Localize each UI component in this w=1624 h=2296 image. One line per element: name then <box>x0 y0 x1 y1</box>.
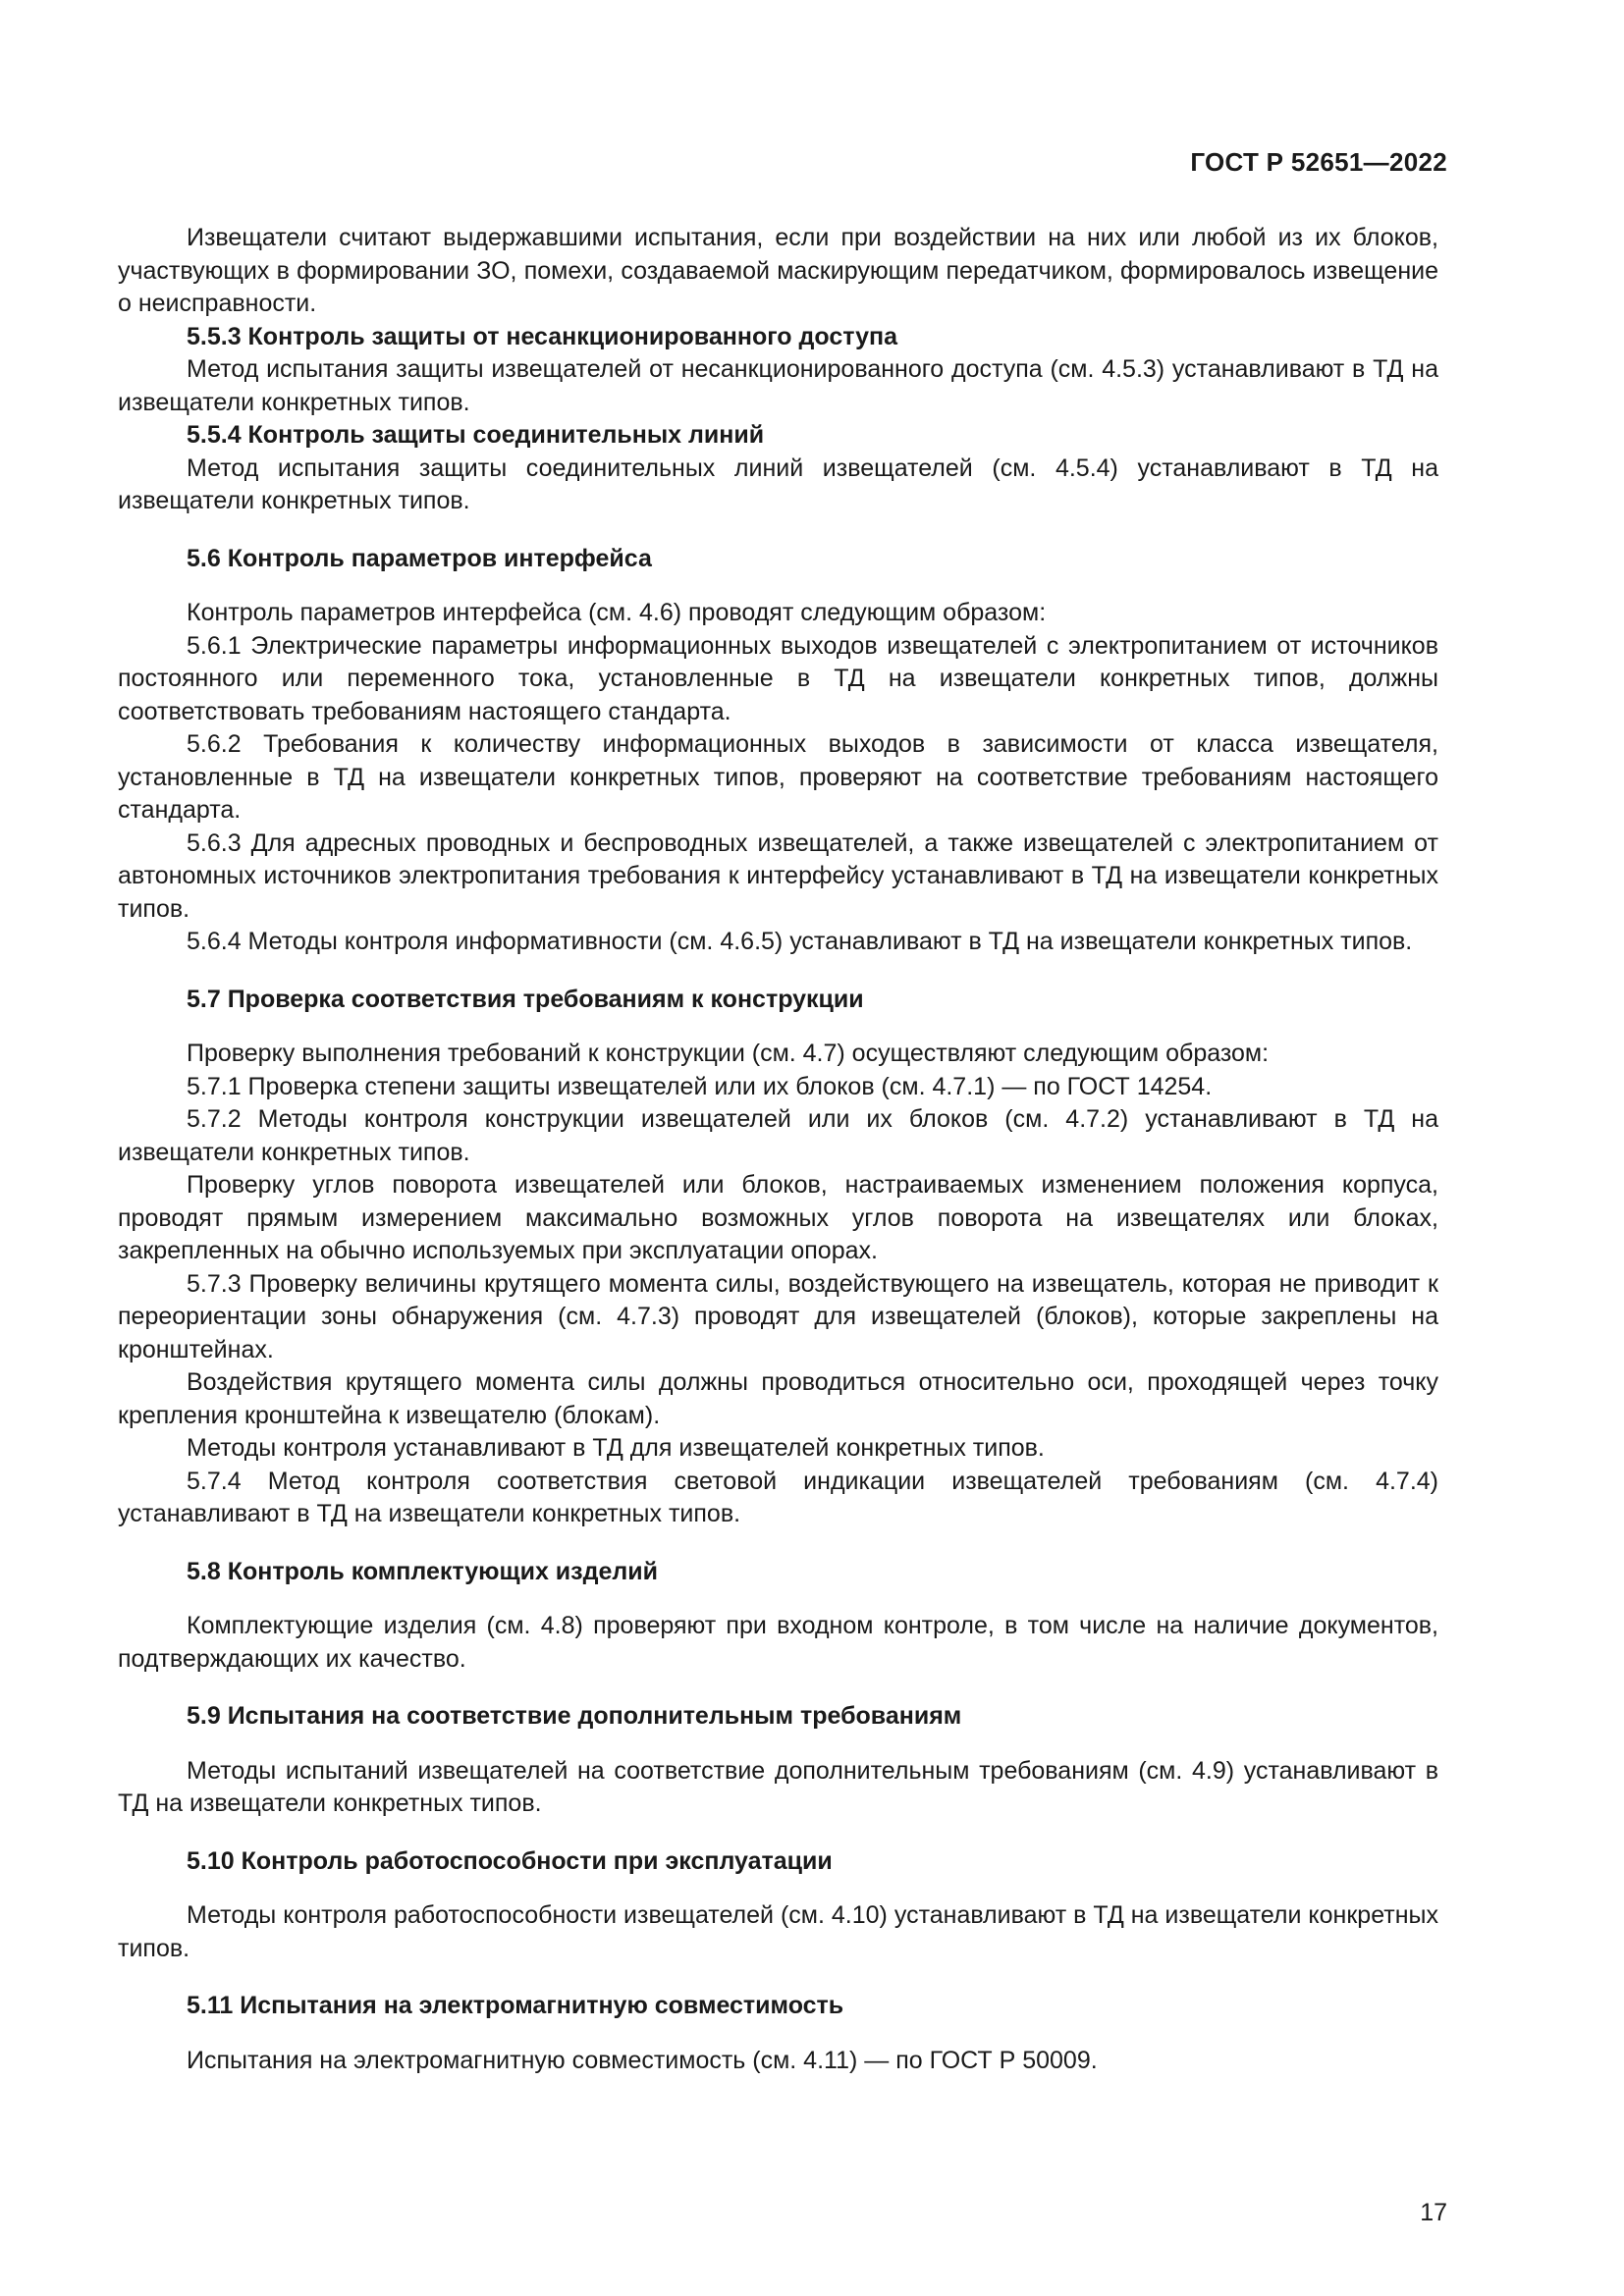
paragraph-5-10: Методы контроля работоспособности извещателей (см. 4.10) устанавливают в ТД на извещатели конкретных типов. <box>118 1901 1438 1962</box>
paragraph-5-6-3: 5.6.3 Для адресных проводных и беспроводных извещателей, а также извещателей с электропитанием от автономных источников электропитания требования к интерфейсу устанавливают в ТД на извещатели конкретных типов. <box>118 828 1438 923</box>
paragraph-5-7-3: 5.7.3 Проверку величины крутящего момента силы, воздействующего на извещатель, которая не приводит к переориентации зоны обнаружения (см. 4.7.3) проводят для извещателей (блоков), которые закреплены на кронштейнах. <box>118 1269 1438 1363</box>
paragraph-5-7-2-rotation: Проверку углов поворота извещателей или блоков, настраиваемых изменением положения корпуса, проводят прямым измерением максимально возможных углов поворота на извещателях или блоках, закрепленных на обычно используемых при эксплуатации опорах. <box>118 1171 1438 1264</box>
document-id-header: ГОСТ Р 52651—2022 <box>1190 147 1447 177</box>
page-number: 17 <box>1420 2199 1447 2226</box>
heading-5-5-4: 5.5.4 Контроль защиты соединительных линий <box>187 421 765 449</box>
heading-5-7: 5.7 Проверка соответствия требованиям к конструкции <box>187 985 864 1013</box>
paragraph-5-6-2: 5.6.2 Требования к количеству информационных выходов в зависимости от класса извещателя, установленные в ТД на извещатели конкретных типов, проверяют на соответствие требованиям настоящего стандарта. <box>118 730 1438 824</box>
paragraph-5-5-3: Метод испытания защиты извещателей от несанкционированного доступа (см. 4.5.3) устанавливают в ТД на извещатели конкретных типов. <box>118 355 1438 416</box>
paragraph-5-7: Проверку выполнения требований к конструкции (см. 4.7) осуществляют следующим образом: <box>187 1040 1270 1067</box>
heading-5-10: 5.10 Контроль работоспособности при эксплуатации <box>187 1846 833 1875</box>
paragraph-5-7-4: 5.7.4 Метод контроля соответствия световой индикации извещателей требованиям (см. 4.7.4) устанавливают в ТД на извещатели конкретных типов. <box>118 1467 1438 1527</box>
heading-5-5-3: 5.5.3 Контроль защиты от несанкционированного доступа <box>187 322 897 350</box>
heading-5-9: 5.9 Испытания на соответствие дополнительным требованиям <box>187 1702 962 1730</box>
heading-5-6: 5.6 Контроль параметров интерфейса <box>187 544 652 572</box>
paragraph-test-result: Извещатели считают выдержавшими испытания, если при воздействии на них или любой из их блоков, участвующих в формировании ЗО, помехи, создаваемой маскирующим передатчиком, формировалось извещение о неисправности. <box>118 224 1438 317</box>
paragraph-5-9: Методы испытаний извещателей на соответствие дополнительным требованиям (см. 4.9) устанавливают в ТД на извещатели конкретных типов. <box>118 1756 1438 1817</box>
paragraph-5-5-4: Метод испытания защиты соединительных линий извещателей (см. 4.5.4) устанавливают в ТД на извещатели конкретных типов. <box>118 454 1438 514</box>
paragraph-5-8: Комплектующие изделия (см. 4.8) проверяют при входном контроле, в том числе на наличие документов, подтверждающих их качество. <box>118 1612 1438 1673</box>
paragraph-5-7-3-torque: Воздействия крутящего момента силы должны проводиться относительно оси, проходящей через точку крепления кронштейна к извещателю (блокам). <box>118 1368 1438 1429</box>
paragraph-5-6: Контроль параметров интерфейса (см. 4.6) проводят следующим образом: <box>187 599 1047 626</box>
paragraph-5-6-1: 5.6.1 Электрические параметры информационных выходов извещателей с электропитанием от источников постоянного или переменного тока, установленные в ТД на извещатели конкретных типов, должны соответствовать требованиям настоящего стандарта. <box>118 631 1438 725</box>
paragraph-5-11: Испытания на электромагнитную совместимость (см. 4.11) — по ГОСТ Р 50009. <box>187 2046 1098 2074</box>
paragraph-5-7-2: 5.7.2 Методы контроля конструкции извещателей или их блоков (см. 4.7.2) устанавливают в ТД на извещатели конкретных типов. <box>118 1105 1438 1166</box>
heading-5-8: 5.8 Контроль комплектующих изделий <box>187 1557 658 1585</box>
heading-5-11: 5.11 Испытания на электромагнитную совместимость <box>187 1992 844 2019</box>
document-body <box>118 222 1438 2077</box>
paragraph-5-7-1: 5.7.1 Проверка степени защиты извещателей или их блоков (см. 4.7.1) — по ГОСТ 14254. <box>187 1072 1213 1100</box>
paragraph-5-7-3-methods: Методы контроля устанавливают в ТД для извещателей конкретных типов. <box>187 1434 1045 1462</box>
paragraph-5-6-4: 5.6.4 Методы контроля информативности (см. 4.6.5) устанавливают в ТД на извещатели конкретных типов. <box>187 928 1413 955</box>
